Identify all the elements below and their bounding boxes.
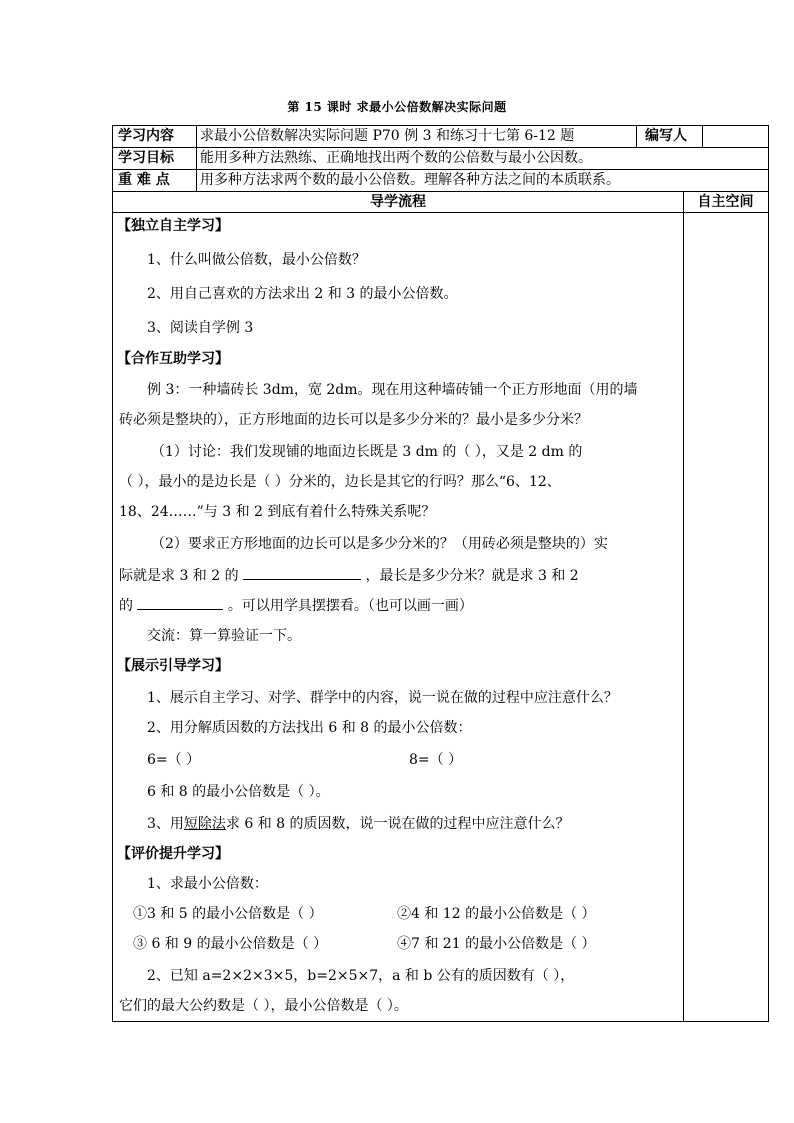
discussion1-line2: （ ），最小的是边长是（ ）分米的，边长是其它的行吗？那么“6、12、 — [119, 474, 561, 490]
discussion2-line2-post: ，最长是多少分米？就是求 3 和 2 — [365, 568, 579, 584]
sec4-q2-line2: 它们的最大公约数是（ ），最小公倍数是（ ）。 — [119, 998, 408, 1014]
discussion2-line2-pre: 际就是求 3 和 2 的 — [119, 568, 239, 584]
lesson-table — [112, 125, 769, 1022]
discussion2-line2 — [113, 564, 689, 584]
sec4-q2-line1: 2、已知 a=2×2×3×5，b=2×5×7，a 和 b 公有的质因数有（ ）， — [147, 968, 575, 984]
example3-line1: 例 3：一种墙砖长 3dm，宽 2dm。现在用这种墙砖铺一个正方形地面（用的墙 — [147, 382, 638, 398]
section-evaluation-heading: 【评价提升学习】 — [117, 846, 229, 862]
row-key — [113, 170, 768, 192]
row-goal — [113, 148, 768, 170]
lcm-item-4: ④7 和 21 的最小公倍数是（ ） — [397, 936, 596, 952]
factor-8: 8=（ ） — [409, 752, 463, 768]
discussion2-line3-pre: 的 — [119, 598, 133, 614]
sec1-q2: 2、用自己喜欢的方法求出 2 和 3 的最小公倍数。 — [147, 286, 458, 302]
lcm-6-8: 6 和 8 的最小公倍数是（ ）。 — [147, 784, 330, 800]
author-label: 编写人 — [637, 126, 703, 147]
sec3-q3 — [113, 814, 717, 834]
example3-line2: 砖必须是整块的），正方形地面的边长可以是多少分米的？最小是多少分米？ — [119, 412, 588, 428]
lcm-item-1: ①3 和 5 的最小公倍数是（ ） — [133, 906, 323, 922]
content-label: 学习内容 — [113, 126, 197, 147]
sec3-q1: 1、展示自主学习、对学、群学中的内容，说一说在做的过程中应注意什么？ — [147, 690, 618, 706]
lcm-items-row1 — [113, 904, 703, 924]
discussion1-line3: 18、24……”与 3 和 2 到底有着什么特殊关系呢？ — [119, 504, 436, 520]
space-label: 自主空间 — [697, 194, 754, 210]
sec3-q2: 2、用分解质因数的方法找出 6 和 8 的最小公倍数： — [147, 720, 472, 736]
answer-blank-1[interactable] — [243, 564, 361, 580]
sec1-q3: 3、阅读自学例 3 — [147, 320, 254, 336]
goal-label: 学习目标 — [113, 148, 197, 169]
goal-value: 能用多种方法熟练、正确地找出两个数的公倍数与最小公因数。 — [200, 150, 592, 166]
lcm-item-3: ③ 6 和 9 的最小公倍数是（ ） — [133, 936, 328, 952]
discussion2-line3-post: 。可以用学具摆摆看。（也可以画一画） — [227, 598, 473, 614]
answer-blank-2[interactable] — [137, 594, 223, 610]
section-display-heading: 【展示引导学习】 — [117, 658, 229, 674]
lcm-items-row2 — [113, 934, 703, 954]
section-cooperative-heading: 【合作互助学习】 — [117, 351, 229, 367]
sec3-q3-post: 求 6 和 8 的质因数，说一说在做的过程中应注意什么？ — [225, 816, 570, 832]
content-value: 求最小公倍数解决实际问题 P70 例 3 和练习十七第 6-12 题 — [197, 126, 637, 147]
sec1-q1: 1、什么叫做公倍数，最小公倍数？ — [147, 252, 366, 268]
flow-label: 导学流程 — [370, 194, 426, 210]
row-content — [113, 126, 768, 148]
discussion2-line1: （2）要求正方形地面的边长可以是多少分米的？（用砖必须是整块的）实 — [151, 536, 608, 552]
exchange-line: 交流：算一算验证一下。 — [147, 628, 301, 644]
lcm-item-2: ②4 和 12 的最小公倍数是（ ） — [397, 906, 596, 922]
key-value: 用多种方法求两个数的最小公倍数。理解各种方法之间的本质联系。 — [200, 172, 620, 188]
sec4-q1: 1、求最小公倍数： — [147, 876, 268, 892]
short-division-term: 短除法 — [183, 816, 226, 832]
discussion2-line3 — [113, 594, 689, 614]
discussion1-line1: （1）讨论：我们发现铺的地面边长既是 3 dm 的（ ），又是 2 dm 的 — [151, 444, 583, 460]
factor-equations — [113, 750, 717, 770]
sec3-q3-pre: 3、用 — [147, 816, 184, 832]
factor-6: 6=（ ） — [147, 752, 201, 768]
section-independent-heading: 【独立自主学习】 — [117, 218, 229, 234]
key-label: 重 难 点 — [113, 170, 197, 191]
row-flow-header — [113, 192, 768, 213]
page-title: 第 15 课时 求最小公倍数解决实际问题 — [287, 100, 507, 114]
author-value — [703, 126, 768, 147]
